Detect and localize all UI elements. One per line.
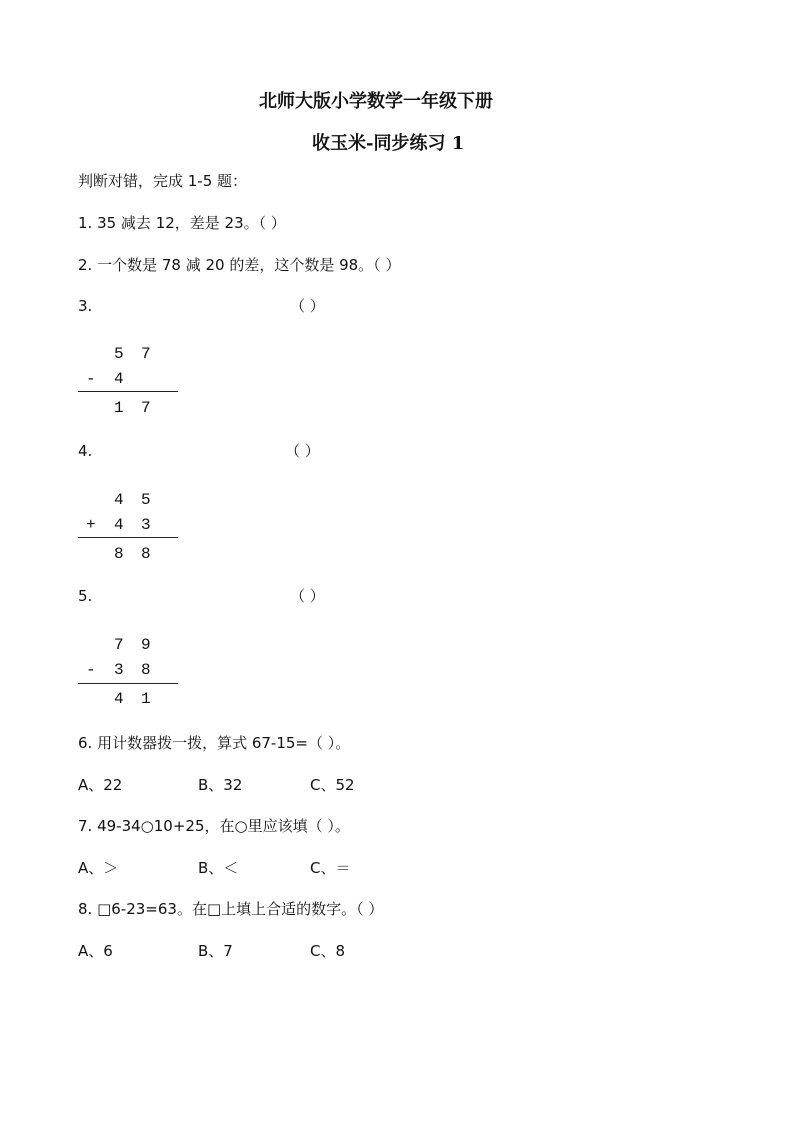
instruction-text: 判断对错，完成 1-5 题： <box>78 172 248 190</box>
question-7: 7. 49-34○10+25，在○里应该填（ ）。 <box>78 817 350 835</box>
q3-top-ones: 7 <box>141 345 151 363</box>
q8-option-a: A、6 <box>78 942 113 960</box>
q3-sum-rule <box>78 391 178 392</box>
question-1: 1. 35 减去 12，差是 23。（ ） <box>78 214 286 232</box>
q4-res-tens: 8 <box>114 545 124 563</box>
q5-mid-tens: 3 <box>114 661 124 679</box>
question-3-answer-paren: （ ） <box>290 297 325 315</box>
q3-operator: - <box>86 370 96 388</box>
question-2: 2. 一个数是 78 减 20 的差，这个数是 98。（ ） <box>78 256 401 274</box>
q5-res-ones: 1 <box>141 690 151 708</box>
q4-mid-ones: 3 <box>141 516 151 534</box>
q5-top-tens: 7 <box>114 636 124 654</box>
q7-option-c: C、＝ <box>310 859 351 877</box>
question-5-answer-paren: （ ） <box>290 587 325 605</box>
q5-operator: - <box>86 661 96 679</box>
question-6: 6. 用计数器拨一拨，算式 67-15=（ ）。 <box>78 734 351 752</box>
q3-res-tens: 1 <box>114 399 124 417</box>
q5-res-tens: 4 <box>114 690 124 708</box>
q4-top-tens: 4 <box>114 491 124 509</box>
q6-option-c: C、52 <box>310 776 355 794</box>
q6-option-b: B、32 <box>198 776 243 794</box>
q4-operator: + <box>86 516 96 534</box>
question-8: 8. □6-23=63。在□上填上合适的数字。（ ） <box>78 900 384 918</box>
q5-top-ones: 9 <box>141 636 151 654</box>
q6-option-a: A、22 <box>78 776 123 794</box>
q4-res-ones: 8 <box>141 545 151 563</box>
q5-mid-ones: 8 <box>141 661 151 679</box>
q5-sum-rule <box>78 683 178 684</box>
question-3-number: 3. <box>78 297 93 315</box>
page-subtitle: 收玉米-同步练习 1 <box>312 133 465 154</box>
q3-top-tens: 5 <box>114 345 124 363</box>
q7-option-a: A、＞ <box>78 859 119 877</box>
q8-option-c: C、8 <box>310 942 346 960</box>
q4-sum-rule <box>78 537 178 538</box>
q3-mid-ones: 4 <box>114 370 124 388</box>
page-title: 北师大版小学数学一年级下册 <box>259 91 493 112</box>
q4-top-ones: 5 <box>141 491 151 509</box>
q4-mid-tens: 4 <box>114 516 124 534</box>
question-4-number: 4. <box>78 442 93 460</box>
question-5-number: 5. <box>78 587 93 605</box>
q8-option-b: B、7 <box>198 942 233 960</box>
q3-res-ones: 7 <box>141 399 151 417</box>
q7-option-b: B、＜ <box>198 859 239 877</box>
question-4-answer-paren: （ ） <box>285 442 320 460</box>
